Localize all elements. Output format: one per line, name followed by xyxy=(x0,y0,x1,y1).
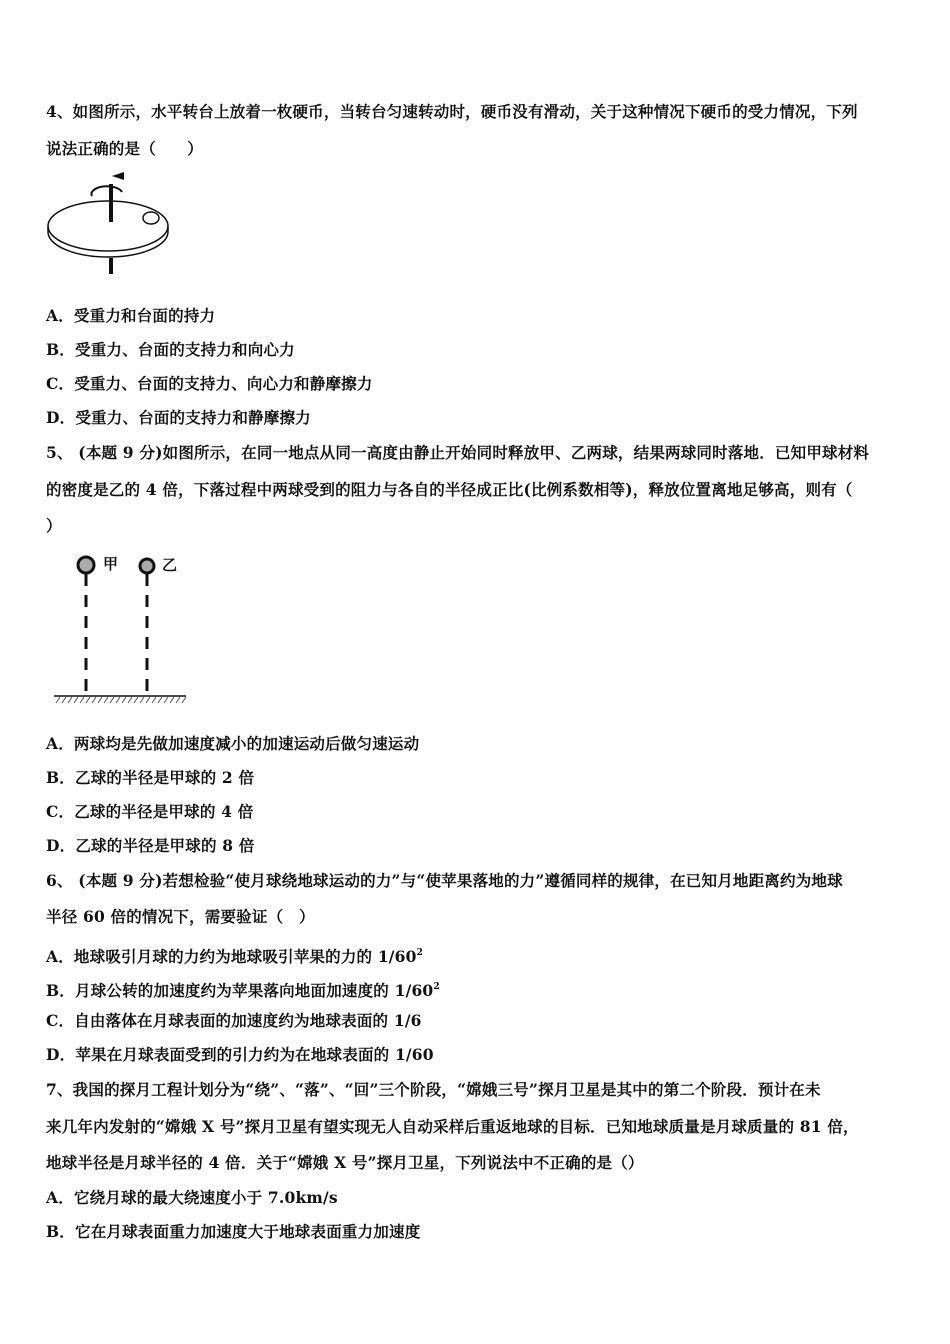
option-d: D．受重力、台面的支持力和静摩擦力 xyxy=(46,408,311,427)
option-a xyxy=(46,943,423,967)
option-b: B．它在月球表面重力加速度大于地球表面重力加速度 xyxy=(46,1222,421,1241)
option-b: B．乙球的半径是甲球的 2 倍 xyxy=(46,768,255,787)
option-text: D．苹果在月球表面受到的引力约为在地球表面的 1/60 xyxy=(46,1045,434,1064)
question-stem: 说法正确的是（ ） xyxy=(46,139,204,158)
question-stem: 7、我国的探月工程计划分为“绕”、“落”、“回”三个阶段，“嫦娥三号”探月卫星是其中的第二个阶段．预计在未 xyxy=(46,1080,821,1099)
option-c xyxy=(46,1011,422,1031)
ball-label-yi: 乙 xyxy=(162,556,178,574)
option-a: A．两球均是先做加速度减小的加速运动后做匀速运动 xyxy=(46,734,420,753)
question-stem: 半径 60 倍的情况下，需要验证（ ） xyxy=(46,907,315,926)
option-d: D．乙球的半径是甲球的 8 倍 xyxy=(46,836,255,855)
question-stem: ） xyxy=(46,516,62,535)
option-c: C．受重力、台面的支持力、向心力和静摩擦力 xyxy=(46,374,373,393)
option-b: B．受重力、台面的支持力和向心力 xyxy=(46,340,295,359)
turntable-figure xyxy=(44,168,174,276)
option-a: A．它绕月球的最大绕速度小于 7.0km/s xyxy=(46,1188,338,1207)
option-a: A．受重力和台面的持力 xyxy=(46,306,216,325)
question-stem: 4、如图所示，水平转台上放着一枚硬币，当转台匀速转动时，硬币没有滑动，关于这种情况下硬币的受力情况，下列 xyxy=(46,102,858,121)
question-stem: 地球半径是月球半径的 4 倍．关于“嫦娥 X 号”探月卫星，下列说法中不正确的是（） xyxy=(46,1153,644,1172)
option-c: C．乙球的半径是甲球的 4 倍 xyxy=(46,802,254,821)
option-d xyxy=(46,1045,434,1065)
question-stem: 的密度是乙的 4 倍，下落过程中两球受到的阻力与各自的半径成正比(比例系数相等)，释放位置离地足够高，则有（ xyxy=(46,480,853,499)
question-stem: 6、 (本题 9 分)若想检验“使月球绕地球运动的力”与“使苹果落地的力”遵循同样的规律，在已知月地距离约为地球 xyxy=(46,871,843,890)
option-text: C．自由落体在月球表面的加速度约为地球表面的 1/6 xyxy=(46,1011,422,1030)
option-text: A．地球吸引月球的力约为地球吸引苹果的力的 1/60 xyxy=(46,947,417,966)
option-text: B．月球公转的加速度约为苹果落向地面加速度的 1/60 xyxy=(46,981,434,1000)
question-stem: 来几年内发射的“嫦娥 X 号”探月卫星有望实现无人自动采样后重返地球的目标．已知地球质量是月球质量的 81 倍， xyxy=(46,1117,859,1136)
superscript: 2 xyxy=(433,982,440,992)
ball-label-jia: 甲 xyxy=(103,555,119,573)
option-b xyxy=(46,977,440,1001)
superscript: 2 xyxy=(416,948,424,958)
question-stem: 5、 (本题 9 分)如图所示，在同一地点从同一高度由静止开始同时释放甲、乙两球，结果两球同时落地．已知甲球材料 xyxy=(46,443,870,462)
